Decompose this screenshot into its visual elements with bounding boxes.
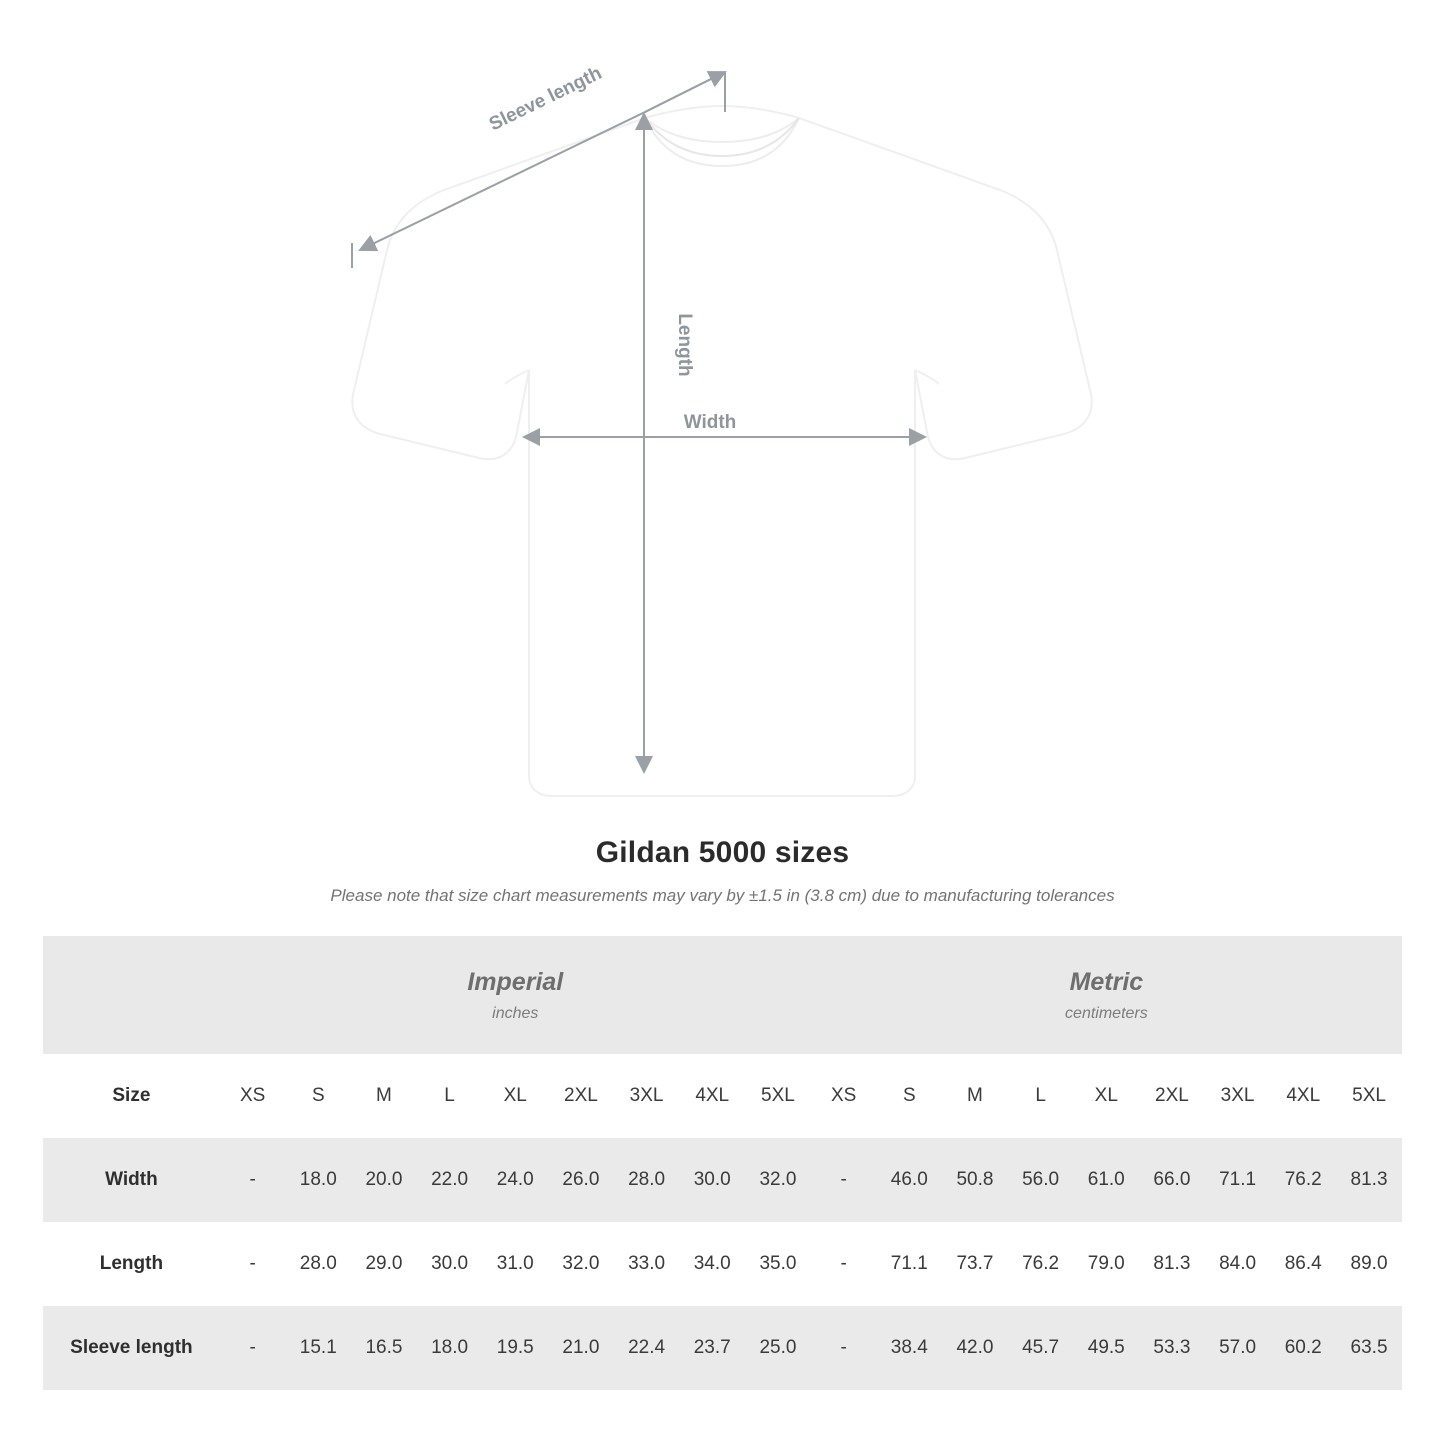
unit-imperial-name: Imperial: [467, 967, 564, 996]
unit-metric-sub: centimeters: [1065, 1004, 1148, 1022]
cell-length-imperial-4xl: 34.0: [679, 1222, 745, 1306]
size-header-row: [43, 1054, 1402, 1138]
length-label: Length: [674, 313, 695, 377]
cell-length-imperial-l: 30.0: [417, 1222, 483, 1306]
cell-sleeve-imperial-3xl: 22.4: [614, 1306, 680, 1390]
cell-width-imperial-xl: 24.0: [482, 1138, 548, 1222]
cell-sleeve-imperial-4xl: 23.7: [679, 1306, 745, 1390]
header-metric-2xl: 2XL: [1139, 1054, 1205, 1138]
header-size: Size: [43, 1054, 220, 1138]
cell-sleeve-imperial-l: 18.0: [417, 1306, 483, 1390]
unit-metric-name: Metric: [1069, 967, 1144, 996]
cell-sleeve-imperial-m: 16.5: [351, 1306, 417, 1390]
cell-sleeve-metric-xs: -: [811, 1306, 877, 1390]
page-title: Gildan 5000 sizes: [595, 836, 850, 869]
cell-sleeve-metric-5xl: 63.5: [1336, 1306, 1402, 1390]
cell-length-metric-m: 73.7: [942, 1222, 1008, 1306]
header-imperial-l: L: [417, 1054, 483, 1138]
cell-width-metric-2xl: 66.0: [1139, 1138, 1205, 1222]
title-block: [0, 836, 1445, 906]
header-metric-xs: XS: [811, 1054, 877, 1138]
cell-width-metric-m: 50.8: [942, 1138, 1008, 1222]
cell-width-metric-xs: -: [811, 1138, 877, 1222]
cell-length-metric-3xl: 84.0: [1205, 1222, 1271, 1306]
cell-length-metric-xs: -: [811, 1222, 877, 1306]
cell-length-metric-2xl: 81.3: [1139, 1222, 1205, 1306]
cell-length-imperial-s: 28.0: [285, 1222, 351, 1306]
cell-length-metric-s: 71.1: [876, 1222, 942, 1306]
cell-length-metric-4xl: 86.4: [1270, 1222, 1336, 1306]
cell-sleeve-metric-s: 38.4: [876, 1306, 942, 1390]
width-label: Width: [683, 412, 737, 433]
header-metric-l: L: [1008, 1054, 1074, 1138]
sleeve-length-label: Sleeve length: [485, 62, 606, 136]
cell-sleeve-metric-l: 45.7: [1008, 1306, 1074, 1390]
header-imperial-4xl: 4XL: [679, 1054, 745, 1138]
unit-metric: [811, 936, 1402, 1054]
unit-row-spacer: [43, 936, 220, 1054]
cell-sleeve-imperial-xs: -: [220, 1306, 286, 1390]
tshirt-shape: [352, 106, 1091, 796]
header-metric-4xl: 4XL: [1270, 1054, 1336, 1138]
table-row: [43, 1306, 1402, 1390]
cell-width-imperial-5xl: 32.0: [745, 1138, 811, 1222]
cell-width-imperial-xs: -: [220, 1138, 286, 1222]
cell-width-imperial-m: 20.0: [351, 1138, 417, 1222]
cell-sleeve-imperial-5xl: 25.0: [745, 1306, 811, 1390]
cell-sleeve-imperial-s: 15.1: [285, 1306, 351, 1390]
header-metric-xl: XL: [1073, 1054, 1139, 1138]
cell-width-metric-l: 56.0: [1008, 1138, 1074, 1222]
header-imperial-5xl: 5XL: [745, 1054, 811, 1138]
cell-sleeve-imperial-xl: 19.5: [482, 1306, 548, 1390]
header-imperial-2xl: 2XL: [548, 1054, 614, 1138]
cell-width-imperial-s: 18.0: [285, 1138, 351, 1222]
cell-length-imperial-xs: -: [220, 1222, 286, 1306]
row-label-width: Width: [43, 1138, 220, 1222]
cell-width-metric-xl: 61.0: [1073, 1138, 1139, 1222]
cell-length-imperial-2xl: 32.0: [548, 1222, 614, 1306]
cell-length-imperial-xl: 31.0: [482, 1222, 548, 1306]
header-imperial-s: S: [285, 1054, 351, 1138]
row-label-length: Length: [43, 1222, 220, 1306]
cell-width-metric-3xl: 71.1: [1205, 1138, 1271, 1222]
cell-sleeve-imperial-2xl: 21.0: [548, 1306, 614, 1390]
size-table-wrapper: [43, 936, 1402, 1390]
cell-length-imperial-5xl: 35.0: [745, 1222, 811, 1306]
cell-sleeve-metric-2xl: 53.3: [1139, 1306, 1205, 1390]
cell-width-imperial-l: 22.0: [417, 1138, 483, 1222]
cell-length-metric-5xl: 89.0: [1336, 1222, 1402, 1306]
table-row: [43, 1138, 1402, 1222]
cell-width-imperial-2xl: 26.0: [548, 1138, 614, 1222]
header-metric-5xl: 5XL: [1336, 1054, 1402, 1138]
cell-width-imperial-4xl: 30.0: [679, 1138, 745, 1222]
header-imperial-3xl: 3XL: [614, 1054, 680, 1138]
cell-sleeve-metric-m: 42.0: [942, 1306, 1008, 1390]
cell-width-metric-5xl: 81.3: [1336, 1138, 1402, 1222]
header-metric-s: S: [876, 1054, 942, 1138]
unit-header-row: [43, 936, 1402, 1054]
cell-length-imperial-m: 29.0: [351, 1222, 417, 1306]
cell-width-imperial-3xl: 28.0: [614, 1138, 680, 1222]
row-label-sleeve-length: Sleeve length: [43, 1306, 220, 1390]
cell-width-metric-4xl: 76.2: [1270, 1138, 1336, 1222]
cell-length-metric-l: 76.2: [1008, 1222, 1074, 1306]
cell-sleeve-metric-4xl: 60.2: [1270, 1306, 1336, 1390]
tolerance-note: Please note that size chart measurements may vary by ±1.5 in (3.8 cm) due to manufacturing tolerances: [330, 886, 1115, 905]
unit-imperial: [220, 936, 811, 1054]
header-imperial-xs: XS: [220, 1054, 286, 1138]
cell-width-metric-s: 46.0: [876, 1138, 942, 1222]
size-table: [43, 936, 1402, 1390]
cell-sleeve-metric-xl: 49.5: [1073, 1306, 1139, 1390]
cell-length-metric-xl: 79.0: [1073, 1222, 1139, 1306]
header-imperial-xl: XL: [482, 1054, 548, 1138]
table-row: [43, 1222, 1402, 1306]
cell-length-imperial-3xl: 33.0: [614, 1222, 680, 1306]
header-metric-m: M: [942, 1054, 1008, 1138]
header-imperial-m: M: [351, 1054, 417, 1138]
header-metric-3xl: 3XL: [1205, 1054, 1271, 1138]
unit-imperial-sub: inches: [492, 1004, 539, 1022]
cell-sleeve-metric-3xl: 57.0: [1205, 1306, 1271, 1390]
